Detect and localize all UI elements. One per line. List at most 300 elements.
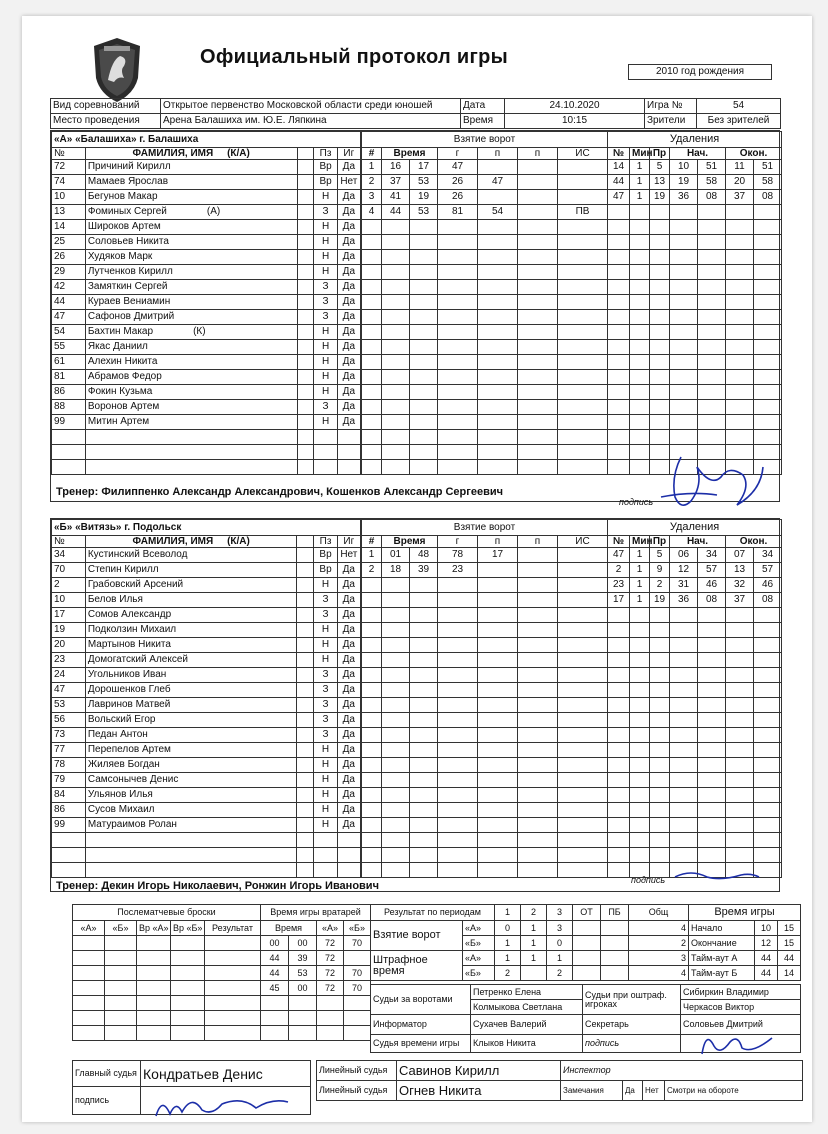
penalty-row [608,385,782,400]
penalty-row [608,280,782,295]
player-position: З [314,400,337,415]
player-plays: Да [337,205,360,220]
player-name-cell [85,235,297,250]
player-number: 10 [52,190,86,205]
team-a-name: «А» «Балашиха» г. Балашиха [52,132,361,148]
penalty-row [608,803,782,818]
penalty-row [608,713,782,728]
goal-row [362,653,608,668]
team-b-roster: «Б» «Витязь» г. Подольск № ФАМИЛИЯ, ИМЯ (К/А) Пз Иг 34 Кустинский Всеволод Вр Нет 70 Степин Кирилл Вр Да 2 Грабовский Арсений Н Да 10 Белов Илья З Да 17 Сомов Александр З Да 19 Подколзин Михаил Н Да 20 Мартынов Никита Н Да 23 Домогатский Алексей Н Да 24 Угольников Иван З Да 47 Дорошенков Глеб З Да 53 Лавринов Матвей З Да 56 Вольский Егор З Да 73 Педан Антон З Да 77 Перепелов Артем Н Да 78 Жиляев Богдан Н Да 79 Самсонычев Денис Н Да 84 Ульянов Илья Н Да 86 Сусов Михаил Н Да 99 Матураимов Ролан Н Да [51,519,361,878]
penalty-row [608,355,782,370]
player-plays: Да [337,563,360,578]
player-row [52,773,361,788]
player-plays: Да [337,160,360,175]
player-name: Мартынов Никита [87,639,171,650]
player-row [52,250,361,265]
team-b-goals: Взятие ворот # Время г п п ИС 1 01 48 78 17 2 18 39 23 [361,519,608,878]
officials-table: Судьи за воротами Петренко Елена Судьи при оштраф. игроках Сибиркин Владимир Колмыкова Светлана Черкасов Виктор Информатор Сухачев Валерий Секретарь Соловьев Дмитрий Судья времени игры Клыков Никита подпись [370,984,801,1053]
spectators-label: Зрители [645,114,697,129]
penalty-row [608,415,782,430]
player-number: 56 [52,713,86,728]
player-name: Сомов Александр [87,609,172,620]
player-position: Н [314,773,337,788]
player-row [52,578,361,593]
player-row [52,668,361,683]
team-b-coach: Тренер: Декин Игорь Николаевич, Ронжин Игорь Иванович [56,880,379,892]
player-name-cell [85,788,297,803]
player-name: Якас Даниил [87,341,148,352]
team-a-signature [651,447,771,517]
player-plays: Да [337,668,360,683]
team-b-player-list [52,548,361,878]
penalty-row [608,683,782,698]
player-number: 77 [52,743,86,758]
player-number: 13 [52,205,86,220]
player-plays: Да [337,385,360,400]
goal-row [362,608,608,623]
player-row [52,788,361,803]
player-position: Н [314,340,337,355]
player-position: З [314,713,337,728]
penalty-row [608,638,782,653]
player-position: З [314,205,337,220]
player-row [52,430,361,445]
player-name-cell [85,548,297,563]
referees-block: Главный судья Кондратьев Денис подпись Линейный судья Савинов Кирилл Линейный судья Огнев Никита Инспектор Замечания Да Нет Смотри на обороте [72,1060,802,1120]
penalty-row: 47 1 19 36 08 37 08 [608,190,782,205]
penalty-row [608,430,782,445]
player-plays: Да [337,340,360,355]
player-plays: Да [337,623,360,638]
game-time-row: Тайм-аут А 44 44 [689,951,801,966]
penalty-row: 2 1 9 12 57 13 57 [608,563,782,578]
penalty-row [608,310,782,325]
player-plays: Да [337,638,360,653]
player-row [52,355,361,370]
player-row [52,460,361,475]
player-name: Самсонычев Денис [87,774,179,785]
player-name-cell [85,578,297,593]
goal-row [362,280,608,295]
protocol-sheet [22,16,812,1122]
goal-row [362,593,608,608]
player-row [52,160,361,175]
player-name: Перепелов Артем [87,744,171,755]
goal-row: 3 41 19 26 [362,190,608,205]
player-plays: Да [337,728,360,743]
player-number: 53 [52,698,86,713]
goal-row [362,773,608,788]
player-row [52,220,361,235]
player-name: Широков Артем [87,221,161,232]
player-number: 20 [52,638,86,653]
penalty-row: 47 1 5 06 34 07 34 [608,548,782,563]
player-row [52,385,361,400]
spectators-value: Без зрителей [697,114,781,129]
player-name: Домогатский Алексей [87,654,189,665]
player-name: Мамаев Ярослав [87,176,169,187]
player-name: Соловьев Никита [87,236,169,247]
player-row [52,370,361,385]
player-row [52,280,361,295]
main-referee: Кондратьев Денис [141,1061,311,1087]
player-row [52,445,361,460]
player-number: 86 [52,803,86,818]
player-plays: Да [337,400,360,415]
goal-row [362,578,608,593]
player-row [52,698,361,713]
player-row [52,653,361,668]
team-a-roster: «А» «Балашиха» г. Балашиха № ФАМИЛИЯ, ИМЯ (К/А) Пз Иг 72 Причиний Кирилл Вр Да 74 Мамаев Ярослав Вр Нет 10 Бегунов Макар Н Да 13 Фоминых Сергей (А) З Да 14 Широков Артем Н Да 25 Соловьев Никита Н Да 26 Худяков Марк Н Да 29 Лутченков Кирилл Н Да 42 Замяткин Сергей З Да 44 Кураев Вениамин З Да 47 Сафонов Дмитрий З Да 54 Бахтин Макар (К) Н Да 55 Якас Даниил Н Да 61 Алехин Никита Н Да 81 Абрамов Федор Н Да 86 Фокин Кузьма Н Да 88 Воронов Артем З Да 99 Митин Артем Н Да [51,131,361,475]
player-plays: Да [337,653,360,668]
linesman-2: Огнев Никита [397,1081,561,1101]
goal-row [362,698,608,713]
player-plays: Да [337,683,360,698]
penalty-row [608,250,782,265]
player-name-cell [85,758,297,773]
team-a-penalties: Удаления № Мин Пр Нач. Окон. 14 1 5 10 51 11 51 44 1 13 19 58 20 58 47 1 19 36 08 37 08 [607,131,782,475]
player-plays: Да [337,295,360,310]
penalty-row [608,653,782,668]
goal-row: 4 44 53 81 54 ПВ [362,205,608,220]
player-name: Грабовский Арсений [87,579,184,590]
player-name-cell [85,325,297,340]
player-plays: Да [337,370,360,385]
team-a-signature-label: подпись [619,497,654,507]
player-row [52,743,361,758]
player-name-cell [85,190,297,205]
goal-row [362,295,608,310]
goal-row [362,400,608,415]
goal-row [362,683,608,698]
shootout-table: Послематчевые броски «А» «Б» Вр «А» Вр «Б» Результат [72,904,261,1041]
player-name: Сафонов Дмитрий [87,311,175,322]
penalty-row [608,773,782,788]
player-name: Худяков Марк [87,251,153,262]
game-time-table: Время игры Начало 10 15 Окончание 12 15 Тайм-аут А 44 44 Тайм-аут Б 44 14 [688,904,801,981]
player-number: 99 [52,818,86,833]
goal-row: 1 16 17 47 [362,160,608,175]
player-name: Степин Кирилл [87,564,159,575]
player-row [52,683,361,698]
player-name: Лутченков Кирилл [87,266,173,277]
player-position: Н [314,370,337,385]
player-row [52,833,361,848]
player-position: З [314,668,337,683]
goal-row [362,668,608,683]
penalty-row [608,325,782,340]
player-plays: Нет [337,548,360,563]
player-number: 17 [52,608,86,623]
player-row [52,608,361,623]
player-name: Бахтин Макар [87,326,154,337]
player-position: З [314,608,337,623]
player-number: 14 [52,220,86,235]
player-number: 61 [52,355,86,370]
player-name-cell [85,773,297,788]
penalty-row [608,758,782,773]
club-logo-icon [90,36,144,104]
goal-row [362,220,608,235]
goal-row [362,250,608,265]
player-name: Ульянов Илья [87,789,153,800]
goal-row [362,325,608,340]
player-plays: Нет [337,175,360,190]
player-plays: Да [337,608,360,623]
player-position: З [314,280,337,295]
goal-row [362,445,608,460]
player-name-cell [85,370,297,385]
player-number: 25 [52,235,86,250]
player-name-cell [85,743,297,758]
player-name-cell [85,415,297,430]
player-number: 74 [52,175,86,190]
penalty-row [608,743,782,758]
competition-value: Открытое первенство Московской области среди юношей [161,99,461,114]
player-row [52,190,361,205]
player-number: 23 [52,653,86,668]
team-a-block [50,130,780,507]
player-name: Сусов Михаил [87,804,155,815]
penalty-row [608,608,782,623]
player-role: (К) [193,326,206,337]
player-name-cell [85,175,297,190]
goalie-row: 45 00 72 70 [261,981,371,996]
player-name-cell [85,638,297,653]
goal-row: 2 18 39 23 [362,563,608,578]
player-position: Н [314,758,337,773]
player-position: З [314,310,337,325]
venue-label: Место проведения [51,114,161,129]
penalty-row [608,205,782,220]
penalty-row [608,265,782,280]
player-position: З [314,698,337,713]
team-a-goal-list [362,160,608,475]
player-name: Угольников Иван [87,669,167,680]
penalty-row: 44 1 13 19 58 20 58 [608,175,782,190]
player-row [52,863,361,878]
penalty-row [608,623,782,638]
player-row [52,623,361,638]
player-plays: Да [337,325,360,340]
player-name: Кураев Вениамин [87,296,171,307]
player-plays: Да [337,265,360,280]
goal-row [362,430,608,445]
player-row [52,325,361,340]
player-number: 73 [52,728,86,743]
player-row [52,400,361,415]
player-number: 81 [52,370,86,385]
player-row [52,638,361,653]
goal-row [362,728,608,743]
penalty-row [608,848,782,863]
player-name-cell [85,713,297,728]
player-position: Н [314,818,337,833]
goalie-row: 44 53 72 70 [261,966,371,981]
goalie-time-rows [261,936,371,996]
player-number: 54 [52,325,86,340]
player-role: (А) [206,206,221,217]
penalty-row: 14 1 5 10 51 11 51 [608,160,782,175]
game-time-row: Начало 10 15 [689,921,801,936]
player-name: Вольский Егор [87,714,156,725]
player-plays: Да [337,415,360,430]
goal-row [362,848,608,863]
player-name-cell [85,563,297,578]
player-name-cell [85,280,297,295]
player-position: З [314,683,337,698]
penalty-row [608,235,782,250]
player-name-cell [85,385,297,400]
goal-row: 2 37 53 26 47 [362,175,608,190]
player-number: 55 [52,340,86,355]
player-number: 10 [52,593,86,608]
player-name: Алехин Никита [87,356,158,367]
player-position: Вр [314,175,337,190]
player-name: Лавринов Матвей [87,699,171,710]
player-name-cell [85,205,297,220]
player-position: З [314,295,337,310]
player-plays: Да [337,250,360,265]
player-position: Н [314,190,337,205]
player-position: Н [314,220,337,235]
player-name-cell [85,400,297,415]
player-name-cell [85,623,297,638]
player-name: Матураимов Ролан [87,819,177,830]
player-number: 19 [52,623,86,638]
player-position: Н [314,803,337,818]
goal-row: 1 01 48 78 17 [362,548,608,563]
player-row [52,295,361,310]
player-name: Замяткин Сергей [87,281,168,292]
team-b-signature-label: подпись [631,875,666,885]
player-name-cell [85,355,297,370]
player-name: Белов Илья [87,594,143,605]
team-b-name: «Б» «Витязь» г. Подольск [52,520,361,536]
player-number: 70 [52,563,86,578]
penalty-row [608,340,782,355]
team-b-signature [671,865,761,885]
venue-value: Арена Балашиха им. Ю.Е. Ляпкина [161,114,461,129]
time-value: 10:15 [505,114,645,129]
player-plays: Да [337,235,360,250]
player-name-cell [85,295,297,310]
player-row [52,548,361,563]
game-time-rows [689,921,801,981]
player-position: Н [314,788,337,803]
player-position: Н [314,415,337,430]
player-plays: Да [337,280,360,295]
periods-table: Результат по периодам 1 2 3 ОТ ПБ Общ Взятие ворот «А» 0 1 3 4 «Б» 1 1 0 2 Штрафное время «А» 1 1 1 3 «Б» 2 2 4 [370,904,689,981]
player-number: 84 [52,788,86,803]
player-position: Н [314,653,337,668]
player-number: 79 [52,773,86,788]
player-name: Воронов Артем [87,401,160,412]
player-position: Н [314,623,337,638]
game-time-row: Окончание 12 15 [689,936,801,951]
player-position: Вр [314,563,337,578]
penalty-row [608,833,782,848]
player-name-cell [85,653,297,668]
player-plays: Да [337,818,360,833]
goal-row [362,235,608,250]
player-name: Фокин Кузьма [87,386,153,397]
penalty-row [608,220,782,235]
penalty-row [608,728,782,743]
player-name: Педан Антон [87,729,148,740]
player-name: Причиний Кирилл [87,161,171,172]
goal-row [362,803,608,818]
team-b-goal-list [362,548,608,878]
penalty-row [608,818,782,833]
player-row [52,205,361,220]
player-position: Н [314,325,337,340]
penalty-row [608,295,782,310]
player-row [52,175,361,190]
date-label: Дата [461,99,505,114]
goal-row [362,623,608,638]
player-number: 47 [52,683,86,698]
header-birth-year: 2010 год рождения [628,64,772,80]
player-number: 86 [52,385,86,400]
player-position: Вр [314,160,337,175]
player-number: 34 [52,548,86,563]
goal-row [362,370,608,385]
goal-row [362,758,608,773]
penalty-row [608,668,782,683]
team-b-penalties: Удаления № Мин Пр Нач. Окон. 47 1 5 06 34 07 34 2 1 9 12 57 13 57 23 1 2 31 46 32 46 17 1 19 36 08 37 08 [607,519,782,878]
player-row [52,265,361,280]
player-row [52,235,361,250]
player-name-cell [85,698,297,713]
player-plays: Да [337,593,360,608]
goal-row [362,415,608,430]
player-plays: Да [337,803,360,818]
player-position: Вр [314,548,337,563]
player-row [52,713,361,728]
goal-row [362,265,608,280]
team-a-penalty-list [608,160,782,475]
player-number: 72 [52,160,86,175]
penalty-row [608,698,782,713]
player-plays: Да [337,713,360,728]
player-number: 88 [52,400,86,415]
player-row [52,848,361,863]
player-row [52,758,361,773]
player-position: Н [314,265,337,280]
player-row [52,415,361,430]
game-value: 54 [697,99,781,114]
player-position: Н [314,743,337,758]
player-row [52,563,361,578]
player-plays: Да [337,190,360,205]
player-number: 42 [52,280,86,295]
player-number: 99 [52,415,86,430]
goalie-time-table: Время игры вратарей Время «А» «Б» 00 00 72 70 44 39 72 44 53 72 70 45 00 72 70 [260,904,371,1041]
page-title: Официальный протокол игры [200,46,508,68]
goal-row [362,788,608,803]
player-name: Абрамов Федор [87,371,162,382]
player-row [52,818,361,833]
player-name: Дорошенков Глеб [87,684,171,695]
player-row [52,310,361,325]
player-plays: Да [337,578,360,593]
game-time-row: Тайм-аут Б 44 14 [689,966,801,981]
player-number: 2 [52,578,86,593]
main-referee-signature [152,1090,292,1120]
player-position: Н [314,578,337,593]
goal-row [362,385,608,400]
